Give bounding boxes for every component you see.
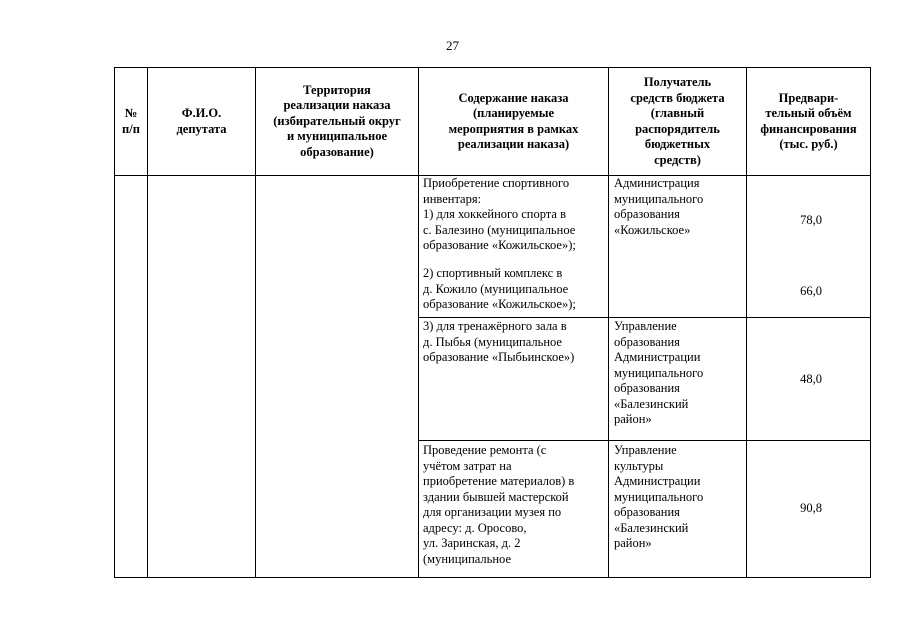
header-recipient: Получатель средств бюджета (главный распорядитель бюджетных средств) bbox=[630, 75, 725, 167]
header-number: № п/п bbox=[122, 106, 140, 136]
row1-content-part2: 2) спортивный комплекс в д. Кожило (муниципальное образование «Кожильское»); bbox=[423, 266, 576, 311]
row2-amount: 48,0 bbox=[800, 372, 822, 386]
row2-recipient: Управление образования Администрации муниципального образования «Балезинский район» bbox=[614, 319, 704, 426]
row3-amount: 90,8 bbox=[800, 501, 822, 515]
row3-recipient: Управление культуры Администрации муниципального образования «Балезинский район» bbox=[614, 443, 704, 550]
header-content: Содержание наказа (планируемые мероприятия в рамках реализации наказа) bbox=[448, 90, 579, 151]
row3-content: Проведение ремонта (с учётом затрат на приобретение материалов) в здании бывшей мастерской для организации музея по адресу: д. Оросово, ул. Заринская, д. 2 (муниципальное bbox=[423, 443, 575, 566]
header-deputy-name: Ф.И.О. депутата bbox=[176, 106, 227, 136]
row1-content-part1: Приобретение спортивного инвентаря: 1) для хоккейного спорта в с. Балезино (муниципальное образование «Кожильское»); bbox=[423, 176, 576, 252]
header-funding: Предвари- тельный объём финансирования (тыс. руб.) bbox=[760, 90, 857, 151]
header-territory: Территория реализации наказа (избирательный округ и муниципальное образование) bbox=[273, 82, 401, 159]
page-number: 27 bbox=[446, 38, 459, 53]
row2-content: 3) для тренажёрного зала в д. Пыбья (муниципальное образование «Пыбьинское») bbox=[423, 319, 575, 364]
row1-amount-1: 78,0 bbox=[800, 213, 822, 227]
row1-amount-2: 66,0 bbox=[800, 284, 822, 298]
row1-recipient: Администрация муниципального образования «Кожильское» bbox=[614, 176, 704, 237]
